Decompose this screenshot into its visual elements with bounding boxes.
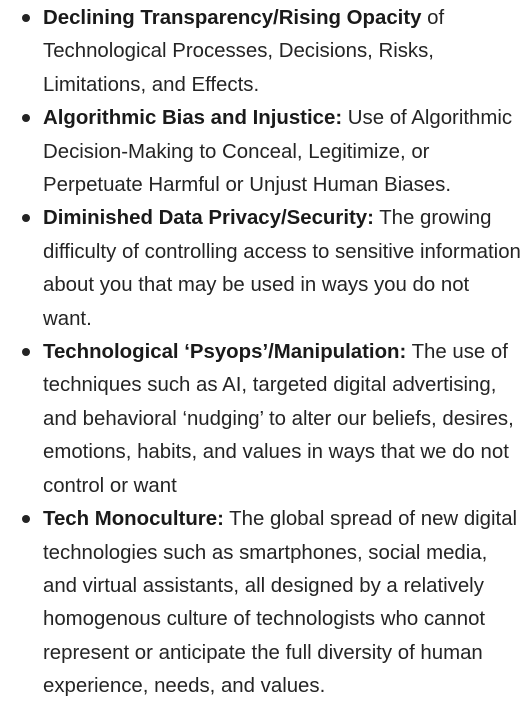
list-item — [43, 202, 521, 336]
bullet-icon — [22, 214, 30, 222]
bullet-icon — [22, 14, 30, 22]
item-term: Technological ‘Psyops’/Manipulation: — [43, 341, 407, 364]
item-term: Declining Transparency/Rising Opacity — [43, 7, 422, 29]
item-term: Diminished Data Privacy/Security: — [43, 207, 374, 230]
bullet-icon — [22, 348, 30, 356]
list-item — [43, 2, 521, 102]
item-term: Tech Monoculture: — [43, 508, 224, 531]
bullet-icon — [22, 114, 30, 122]
list-item — [43, 336, 521, 503]
item-description: The growing difficulty of controlling access to sensitive information about you that may be used in ways you do not want. — [43, 207, 521, 330]
item-term: Algorithmic Bias and Injustice: — [43, 107, 343, 130]
list-item — [43, 102, 521, 202]
item-description: of Technological Processes, Decisions, Risks, Limitations, and Effects. — [43, 7, 445, 96]
item-description: Use of Algorithmic Decision-Making to Conceal, Legitimize, or Perpetuate Harmful or Unjust Human Biases. — [43, 107, 513, 197]
list-item — [43, 503, 521, 703]
bullet-icon — [22, 515, 30, 523]
item-description: The use of techniques such as AI, targeted digital advertising, and behavioral ‘nudging’ to alter our beliefs, desires, emotions, habits, and values in ways that we do not control or want — [43, 341, 514, 497]
item-description: The global spread of new digital technologies such as smartphones, social media, and virtual assistants, all designed by a relatively homogenous culture of technologists who cannot represent or anticipate the full diversity of human experience, needs, and values. — [43, 508, 518, 698]
